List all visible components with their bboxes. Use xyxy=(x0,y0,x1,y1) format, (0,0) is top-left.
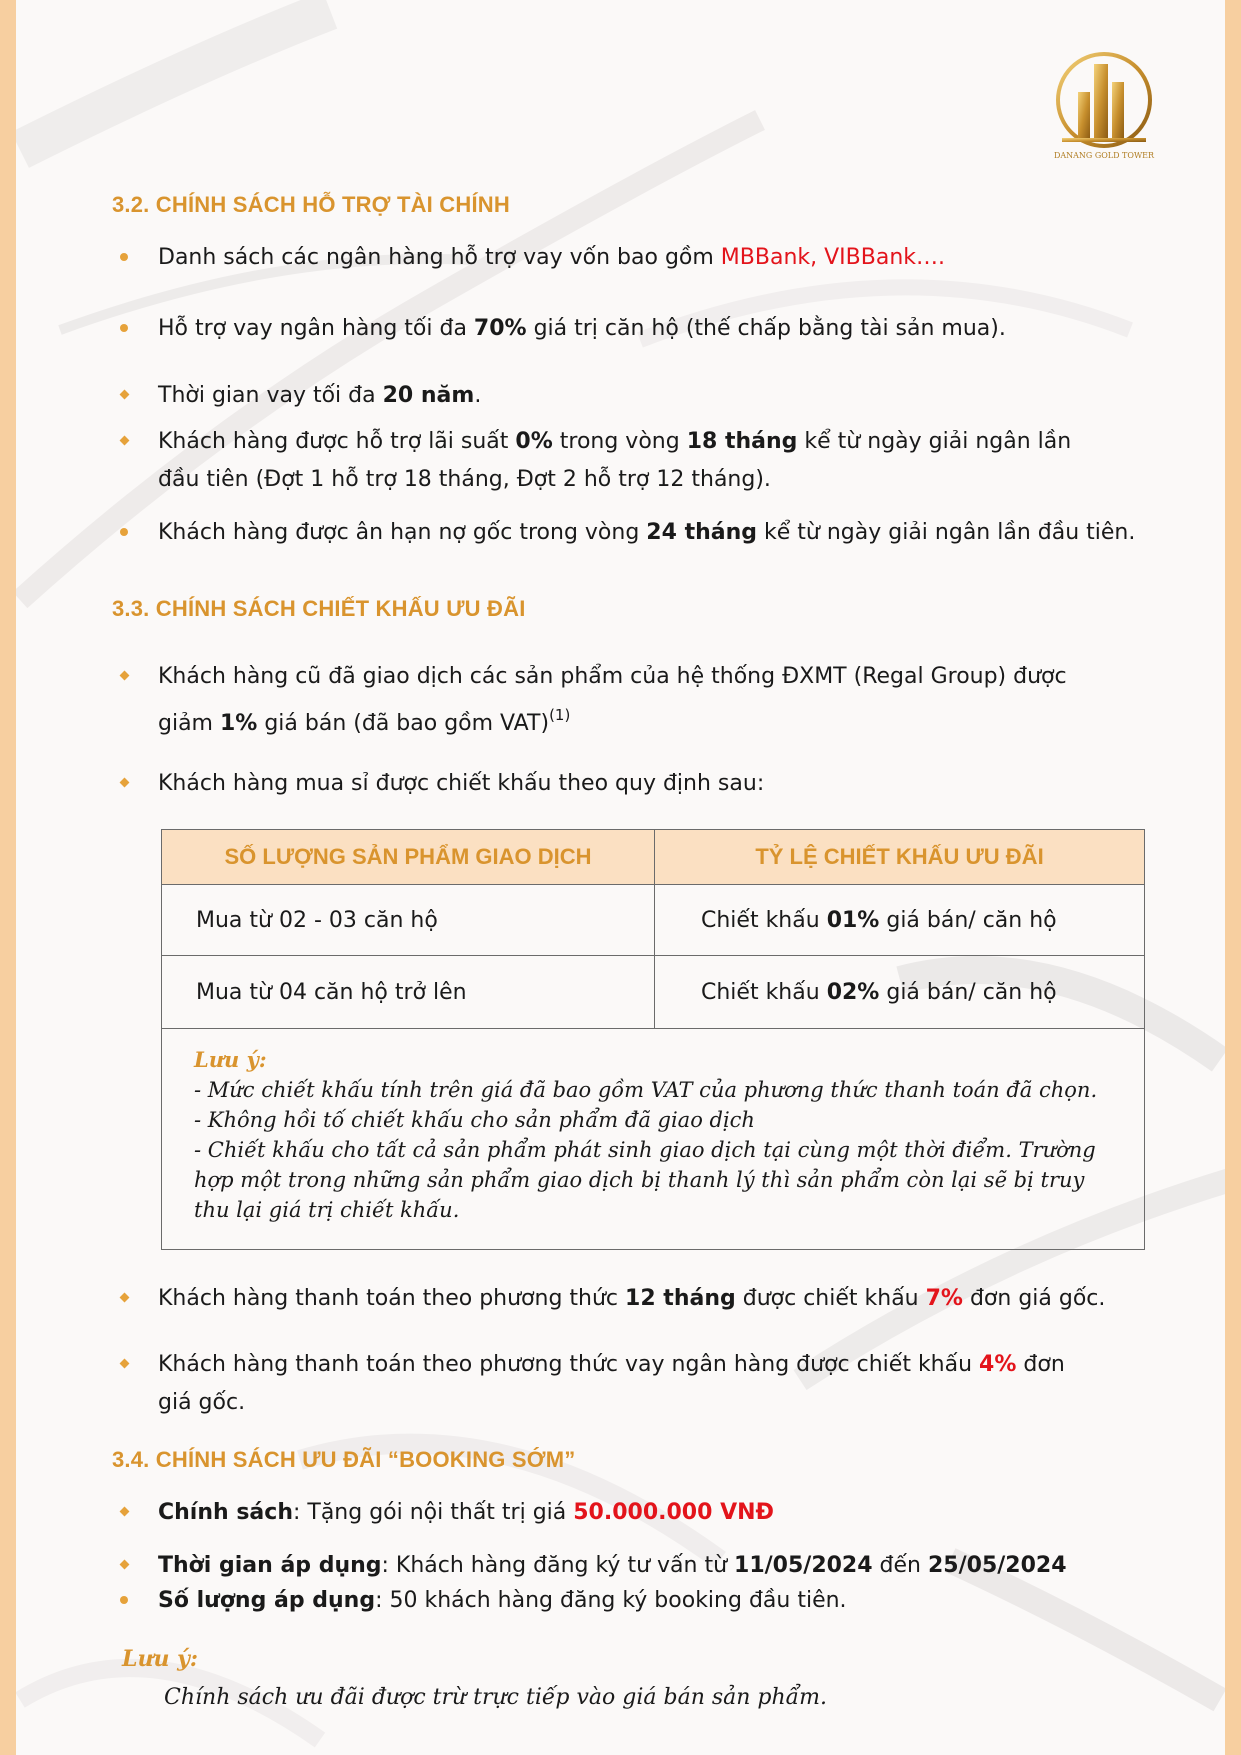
bullet-icon xyxy=(120,1596,128,1604)
note-title: Lưu ý: xyxy=(194,1047,267,1072)
table-note xyxy=(162,1029,1145,1250)
list-item-policy: Chính sách: Tặng gói nội thất trị giá 50.000.000 VNĐ xyxy=(158,1494,1178,1532)
table-row xyxy=(162,885,1145,956)
list-item-loan-term: Thời gian vay tối đa 20 năm. xyxy=(158,377,1178,415)
discount-table xyxy=(161,829,1145,1250)
table-cell: Mua từ 02 - 03 căn hộ xyxy=(162,885,655,956)
list-item-quantity: Số lượng áp dụng: 50 khách hàng đăng ký booking đầu tiên. xyxy=(158,1582,1178,1620)
list-item-loan-ratio: Hỗ trợ vay ngân hàng tối đa 70% giá trị căn hộ (thế chấp bằng tài sản mua). xyxy=(158,310,1178,348)
bullet-icon xyxy=(120,528,128,536)
section-3-4-title: 3.4. CHÍNH SÁCH ƯU ĐÃI “BOOKING SỚM” xyxy=(112,1447,576,1472)
list-item-wholesale: Khách hàng mua sỉ được chiết khấu theo quy định sau: xyxy=(158,765,1178,803)
table-note-row xyxy=(162,1029,1145,1250)
table-cell: Mua từ 04 căn hộ trở lên xyxy=(162,956,655,1029)
bullet-icon xyxy=(120,1359,130,1369)
bullet-icon xyxy=(120,253,128,261)
list-item-12-month-payment: Khách hàng thanh toán theo phương thức 12 tháng được chiết khấu 7% đơn giá gốc. xyxy=(158,1280,1178,1318)
section-3-3-title: 3.3. CHÍNH SÁCH CHIẾT KHẤU ƯU ĐÃI xyxy=(112,596,526,621)
column-header: TỶ LỆ CHIẾT KHẤU ƯU ĐÃI xyxy=(655,830,1145,885)
table-row xyxy=(162,956,1145,1029)
note-line: - Chiết khấu cho tất cả sản phẩm phát sinh giao dịch tại cùng một thời điểm. Trường hợp một trong những sản phẩm giao dịch bị thanh lý thì sản phẩm còn lại sẽ bị truy thu lại giá trị chiết khấu. xyxy=(194,1138,1096,1222)
list-item-bank-payment: Khách hàng thanh toán theo phương thức vay ngân hàng được chiết khấu 4% đơn giá gốc. xyxy=(158,1346,1178,1422)
section-3-2-title: 3.2. CHÍNH SÁCH HỖ TRỢ TÀI CHÍNH xyxy=(112,192,510,217)
bullet-icon xyxy=(120,390,130,400)
list-item-banks: Danh sách các ngân hàng hỗ trợ vay vốn bao gồm MBBank, VIBBank…. xyxy=(158,239,1178,277)
bullet-icon xyxy=(120,436,130,446)
note-title: Lưu ý: xyxy=(122,1646,199,1672)
table-cell: Chiết khấu 01% giá bán/ căn hộ xyxy=(655,885,1145,956)
list-item-grace-period: Khách hàng được ân hạn nợ gốc trong vòng 24 tháng kể từ ngày giải ngân lần đầu tiên. xyxy=(158,514,1178,552)
table-cell: Chiết khấu 02% giá bán/ căn hộ xyxy=(655,956,1145,1029)
note-text: Chính sách ưu đãi được trừ trực tiếp vào giá bán sản phẩm. xyxy=(164,1685,828,1710)
bullet-icon xyxy=(120,324,128,332)
bullet-icon xyxy=(120,671,130,681)
bullet-icon xyxy=(120,1507,130,1517)
bullet-icon xyxy=(120,1293,130,1303)
logo-text: DANANG GOLD TOWER xyxy=(1053,151,1155,160)
table-header-row xyxy=(162,830,1145,885)
note-line: - Không hồi tố chiết khấu cho sản phẩm đã giao dịch xyxy=(194,1108,755,1132)
bullet-icon xyxy=(120,1560,130,1570)
list-item-interest-support: Khách hàng được hỗ trợ lãi suất 0% trong vòng 18 tháng kể từ ngày giải ngân lần đầu tiên (Đợt 1 hỗ trợ 18 tháng, Đợt 2 hỗ trợ 12 tháng). xyxy=(158,423,1178,499)
company-logo xyxy=(1048,52,1160,164)
bullet-icon xyxy=(120,778,130,788)
list-item-period: Thời gian áp dụng: Khách hàng đăng ký tư vấn từ 11/05/2024 đến 25/05/2024 xyxy=(158,1547,1178,1585)
column-header: SỐ LƯỢNG SẢN PHẨM GIAO DỊCH xyxy=(162,830,655,885)
note-line: - Mức chiết khấu tính trên giá đã bao gồm VAT của phương thức thanh toán đã chọn. xyxy=(194,1078,1098,1102)
list-item-old-customer: Khách hàng cũ đã giao dịch các sản phẩm của hệ thống ĐXMT (Regal Group) được giảm 1% giá bán (đã bao gồm VAT)$^{(1)}$ xyxy=(158,658,1178,743)
